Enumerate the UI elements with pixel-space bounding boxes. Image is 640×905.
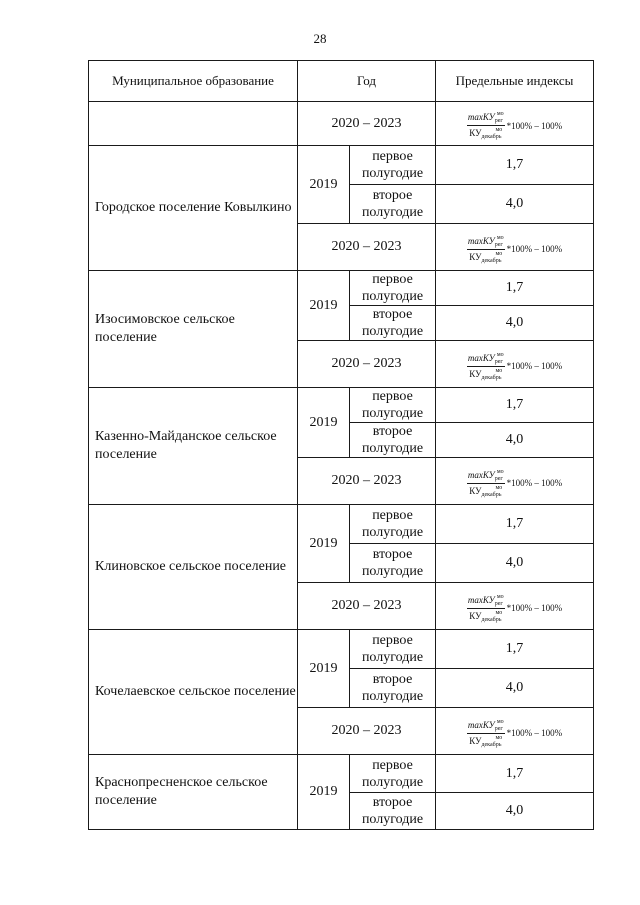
table-row bbox=[89, 102, 594, 146]
formula-den-sup: мо bbox=[495, 127, 503, 133]
formula-num-main: maxКУ bbox=[467, 112, 495, 122]
table-row bbox=[89, 271, 594, 306]
formula bbox=[467, 594, 562, 623]
formula-denominator bbox=[468, 367, 503, 381]
half-year-label: второе полугодие bbox=[350, 544, 436, 583]
index-value: 1,7 bbox=[436, 755, 594, 793]
half-year-label: первое полугодие bbox=[350, 146, 436, 185]
half-year-label: первое полугодие bbox=[350, 630, 436, 669]
formula-cell bbox=[436, 224, 594, 271]
index-value: 1,7 bbox=[436, 630, 594, 669]
half-year-label: второе полугодие bbox=[350, 423, 436, 458]
formula-denominator bbox=[468, 126, 503, 140]
formula-denominator bbox=[468, 609, 503, 623]
formula-den-sub: декабрь bbox=[481, 134, 502, 140]
formula-tail: *100% – 100% bbox=[506, 603, 563, 613]
formula-denominator bbox=[468, 734, 503, 748]
municipality-name: Кочелаевское сельское поселение bbox=[89, 630, 298, 755]
formula-tail: *100% – 100% bbox=[506, 361, 563, 371]
formula-den-main: КУ bbox=[469, 485, 482, 496]
formula-tail: *100% – 100% bbox=[506, 244, 563, 254]
year-cell: 2019 bbox=[298, 388, 350, 458]
formula-cell bbox=[436, 583, 594, 630]
formula bbox=[467, 469, 562, 498]
formula-tail: *100% – 100% bbox=[506, 478, 563, 488]
formula-num-sub: рег bbox=[494, 475, 503, 482]
formula-cell bbox=[436, 102, 594, 146]
formula-den-sup: мо bbox=[495, 734, 503, 741]
empty-municipality-cell bbox=[89, 102, 298, 146]
index-value: 4,0 bbox=[436, 423, 594, 458]
table-row bbox=[89, 146, 594, 185]
formula-cell bbox=[436, 458, 594, 505]
header-row bbox=[89, 61, 594, 102]
formula-den-sup: мо bbox=[495, 367, 503, 374]
years-range: 2020 – 2023 bbox=[298, 458, 436, 505]
formula-tail: *100% – 100% bbox=[506, 120, 563, 131]
formula-den-main: КУ bbox=[469, 128, 482, 138]
formula bbox=[467, 235, 562, 264]
formula-num-main: maxКУ bbox=[467, 594, 495, 605]
formula-fraction bbox=[467, 594, 505, 623]
index-value: 4,0 bbox=[436, 544, 594, 583]
formula-fraction bbox=[467, 235, 505, 264]
formula-numerator bbox=[467, 469, 505, 484]
formula-den-sub: декабрь bbox=[481, 257, 502, 264]
year-cell: 2019 bbox=[298, 630, 350, 708]
municipality-name: Изосимовское сельское поселение bbox=[89, 271, 298, 388]
formula-num-main: maxКУ bbox=[467, 352, 495, 363]
formula bbox=[467, 352, 562, 381]
formula-cell bbox=[436, 341, 594, 388]
formula-num-sup: мо bbox=[496, 234, 504, 241]
half-year-label: второе полугодие bbox=[350, 669, 436, 708]
header-year: Год bbox=[298, 61, 436, 102]
formula-denominator bbox=[468, 250, 503, 264]
formula-numerator bbox=[467, 719, 505, 734]
years-range: 2020 – 2023 bbox=[298, 102, 436, 146]
formula-num-sup: мо bbox=[496, 468, 504, 475]
formula-numerator bbox=[467, 352, 505, 367]
formula-num-main: maxКУ bbox=[467, 235, 495, 246]
half-year-label: второе полугодие bbox=[350, 306, 436, 341]
formula-fraction bbox=[467, 111, 505, 140]
formula-den-sub: декабрь bbox=[481, 374, 502, 381]
index-value: 4,0 bbox=[436, 306, 594, 341]
formula-cell bbox=[436, 708, 594, 755]
years-range: 2020 – 2023 bbox=[298, 708, 436, 755]
index-value: 4,0 bbox=[436, 793, 594, 830]
formula-den-sub: декабрь bbox=[481, 491, 502, 498]
formula-den-main: КУ bbox=[469, 368, 482, 379]
index-value: 1,7 bbox=[436, 388, 594, 423]
index-value: 1,7 bbox=[436, 505, 594, 544]
formula-num-sub: рег bbox=[494, 118, 503, 124]
formula-den-sub: декабрь bbox=[481, 616, 502, 623]
formula-num-sup: мо bbox=[496, 111, 504, 117]
formula-num-sub: рег bbox=[494, 600, 503, 607]
years-range: 2020 – 2023 bbox=[298, 583, 436, 630]
formula-num-sub: рег bbox=[494, 725, 503, 732]
formula-fraction bbox=[467, 352, 505, 381]
table-row bbox=[89, 630, 594, 669]
half-year-label: первое полугодие bbox=[350, 388, 436, 423]
formula-den-sub: декабрь bbox=[481, 741, 502, 748]
years-range: 2020 – 2023 bbox=[298, 224, 436, 271]
year-cell: 2019 bbox=[298, 505, 350, 583]
formula-num-main: maxКУ bbox=[467, 469, 495, 480]
header-municipality: Муниципальное образование bbox=[89, 61, 298, 102]
formula-tail: *100% – 100% bbox=[506, 728, 563, 738]
formula-fraction bbox=[467, 719, 505, 748]
half-year-label: второе полугодие bbox=[350, 185, 436, 224]
half-year-label: первое полугодие bbox=[350, 271, 436, 306]
index-value: 1,7 bbox=[436, 271, 594, 306]
year-cell: 2019 bbox=[298, 146, 350, 224]
formula bbox=[467, 719, 562, 748]
index-value: 1,7 bbox=[436, 146, 594, 185]
formula-den-main: КУ bbox=[469, 251, 482, 262]
formula-num-main: maxКУ bbox=[467, 719, 495, 730]
limit-indices-table bbox=[88, 60, 594, 830]
formula-num-sub: рег bbox=[494, 241, 503, 248]
header-limit-indices: Предельные индексы bbox=[436, 61, 594, 102]
formula-fraction bbox=[467, 469, 505, 498]
formula-numerator bbox=[467, 111, 505, 126]
formula-den-main: КУ bbox=[469, 610, 482, 621]
table-row bbox=[89, 505, 594, 544]
table-row bbox=[89, 755, 594, 793]
formula-num-sub: рег bbox=[494, 358, 503, 365]
years-range: 2020 – 2023 bbox=[298, 341, 436, 388]
formula-num-sup: мо bbox=[496, 718, 504, 725]
index-value: 4,0 bbox=[436, 185, 594, 224]
formula-numerator bbox=[467, 235, 505, 250]
page-number: 28 bbox=[313, 31, 327, 46]
formula-numerator bbox=[467, 594, 505, 609]
municipality-name: Краснопресненское сельское поселение bbox=[89, 755, 298, 830]
municipality-name: Клиновское сельское поселение bbox=[89, 505, 298, 630]
municipality-name: Казенно-Майданское сельское поселение bbox=[89, 388, 298, 505]
formula-den-sup: мо bbox=[495, 609, 503, 616]
formula bbox=[467, 111, 562, 140]
year-cell: 2019 bbox=[298, 271, 350, 341]
formula-denominator bbox=[468, 484, 503, 498]
municipality-name: Городское поселение Ковылкино bbox=[89, 146, 298, 271]
formula-den-main: КУ bbox=[469, 735, 482, 746]
half-year-label: второе полугодие bbox=[350, 793, 436, 830]
formula-num-sup: мо bbox=[496, 593, 504, 600]
year-cell: 2019 bbox=[298, 755, 350, 830]
formula-num-sup: мо bbox=[496, 351, 504, 358]
formula-den-sup: мо bbox=[495, 250, 503, 257]
table-row bbox=[89, 388, 594, 423]
half-year-label: первое полугодие bbox=[350, 755, 436, 793]
formula-den-sup: мо bbox=[495, 484, 503, 491]
index-value: 4,0 bbox=[436, 669, 594, 708]
half-year-label: первое полугодие bbox=[350, 505, 436, 544]
